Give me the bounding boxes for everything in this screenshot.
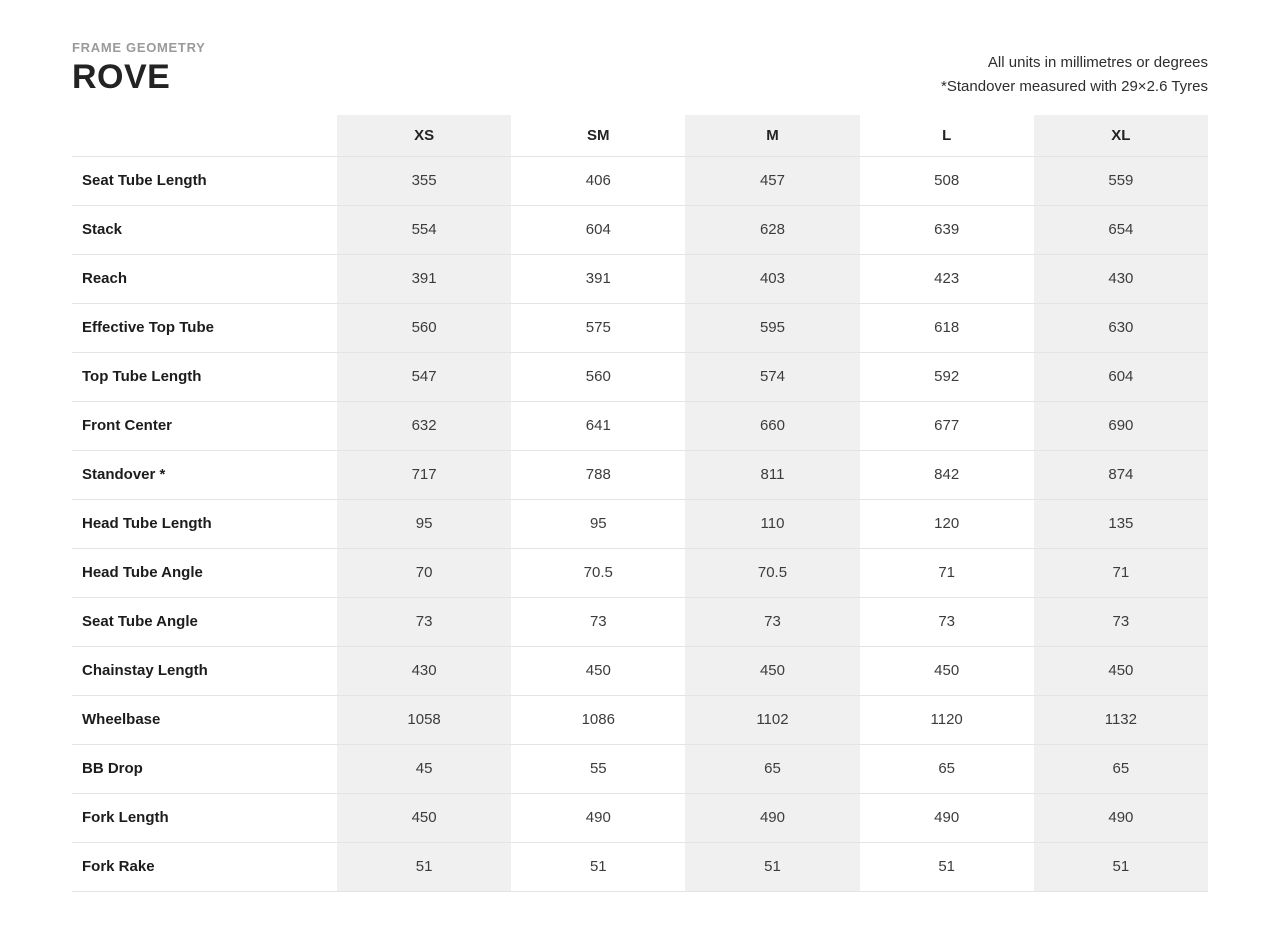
table-row <box>72 352 1208 401</box>
cell-value: 51 <box>511 842 685 891</box>
row-label: Seat Tube Angle <box>72 597 337 646</box>
cell-value: 559 <box>1034 156 1208 205</box>
cell-value: 71 <box>860 548 1034 597</box>
cell-value: 423 <box>860 254 1034 303</box>
cell-value: 575 <box>511 303 685 352</box>
table-row <box>72 646 1208 695</box>
cell-value: 95 <box>511 499 685 548</box>
cell-value: 677 <box>860 401 1034 450</box>
cell-value: 574 <box>685 352 859 401</box>
cell-value: 641 <box>511 401 685 450</box>
cell-value: 73 <box>860 597 1034 646</box>
cell-value: 1058 <box>337 695 511 744</box>
table-row <box>72 695 1208 744</box>
cell-value: 55 <box>511 744 685 793</box>
cell-value: 490 <box>860 793 1034 842</box>
cell-value: 65 <box>1034 744 1208 793</box>
row-label: Wheelbase <box>72 695 337 744</box>
cell-value: 391 <box>511 254 685 303</box>
row-label: Top Tube Length <box>72 352 337 401</box>
cell-value: 628 <box>685 205 859 254</box>
cell-value: 450 <box>860 646 1034 695</box>
cell-value: 630 <box>1034 303 1208 352</box>
cell-value: 595 <box>685 303 859 352</box>
table-row <box>72 156 1208 205</box>
cell-value: 355 <box>337 156 511 205</box>
cell-value: 71 <box>1034 548 1208 597</box>
table-row <box>72 450 1208 499</box>
table-row <box>72 842 1208 891</box>
row-label: Head Tube Length <box>72 499 337 548</box>
row-label: BB Drop <box>72 744 337 793</box>
cell-value: 95 <box>337 499 511 548</box>
cell-value: 65 <box>860 744 1034 793</box>
section-eyebrow: FRAME GEOMETRY <box>72 40 206 55</box>
cell-value: 430 <box>1034 254 1208 303</box>
table-row <box>72 597 1208 646</box>
header-row <box>72 115 1208 156</box>
row-label: Chainstay Length <box>72 646 337 695</box>
cell-value: 70 <box>337 548 511 597</box>
cell-value: 406 <box>511 156 685 205</box>
cell-value: 73 <box>511 597 685 646</box>
cell-value: 70.5 <box>685 548 859 597</box>
cell-value: 592 <box>860 352 1034 401</box>
cell-value: 45 <box>337 744 511 793</box>
cell-value: 632 <box>337 401 511 450</box>
row-label: Standover * <box>72 450 337 499</box>
geometry-table <box>72 115 1208 892</box>
cell-value: 811 <box>685 450 859 499</box>
cell-value: 1132 <box>1034 695 1208 744</box>
row-label: Fork Rake <box>72 842 337 891</box>
cell-value: 639 <box>860 205 1034 254</box>
cell-value: 51 <box>1034 842 1208 891</box>
cell-value: 51 <box>860 842 1034 891</box>
table-head <box>72 115 1208 156</box>
cell-value: 51 <box>685 842 859 891</box>
title-block <box>72 40 206 96</box>
cell-value: 490 <box>685 793 859 842</box>
column-header-m: M <box>685 115 859 156</box>
cell-value: 560 <box>337 303 511 352</box>
cell-value: 1120 <box>860 695 1034 744</box>
cell-value: 618 <box>860 303 1034 352</box>
page-header <box>72 40 1208 99</box>
cell-value: 874 <box>1034 450 1208 499</box>
page-title: ROVE <box>72 58 171 96</box>
cell-value: 547 <box>337 352 511 401</box>
column-header-xl: XL <box>1034 115 1208 156</box>
row-label: Stack <box>72 205 337 254</box>
cell-value: 457 <box>685 156 859 205</box>
table-row <box>72 744 1208 793</box>
cell-value: 110 <box>685 499 859 548</box>
cell-value: 51 <box>337 842 511 891</box>
row-label: Reach <box>72 254 337 303</box>
cell-value: 450 <box>511 646 685 695</box>
cell-value: 717 <box>337 450 511 499</box>
cell-value: 490 <box>511 793 685 842</box>
cell-value: 690 <box>1034 401 1208 450</box>
cell-value: 403 <box>685 254 859 303</box>
cell-value: 842 <box>860 450 1034 499</box>
column-header-sm: SM <box>511 115 685 156</box>
table-row <box>72 205 1208 254</box>
table-row <box>72 303 1208 352</box>
cell-value: 654 <box>1034 205 1208 254</box>
cell-value: 490 <box>1034 793 1208 842</box>
cell-value: 604 <box>1034 352 1208 401</box>
cell-value: 73 <box>685 597 859 646</box>
table-body <box>72 156 1208 891</box>
cell-value: 1086 <box>511 695 685 744</box>
cell-value: 560 <box>511 352 685 401</box>
table-row <box>72 548 1208 597</box>
row-label: Head Tube Angle <box>72 548 337 597</box>
table-row <box>72 254 1208 303</box>
cell-value: 450 <box>337 793 511 842</box>
units-notes <box>941 40 1208 99</box>
row-label: Fork Length <box>72 793 337 842</box>
cell-value: 120 <box>860 499 1034 548</box>
cell-value: 391 <box>337 254 511 303</box>
column-header-xs: XS <box>337 115 511 156</box>
table-row <box>72 499 1208 548</box>
cell-value: 788 <box>511 450 685 499</box>
cell-value: 660 <box>685 401 859 450</box>
row-label: Effective Top Tube <box>72 303 337 352</box>
units-note-line2: *Standover measured with 29×2.6 Tyres <box>941 78 1208 95</box>
cell-value: 450 <box>1034 646 1208 695</box>
cell-value: 73 <box>337 597 511 646</box>
cell-value: 508 <box>860 156 1034 205</box>
cell-value: 1102 <box>685 695 859 744</box>
cell-value: 430 <box>337 646 511 695</box>
column-header-l: L <box>860 115 1034 156</box>
cell-value: 73 <box>1034 597 1208 646</box>
cell-value: 135 <box>1034 499 1208 548</box>
table-row <box>72 401 1208 450</box>
units-note-line1: All units in millimetres or degrees <box>987 54 1208 71</box>
cell-value: 604 <box>511 205 685 254</box>
label-column-header <box>72 115 337 156</box>
cell-value: 65 <box>685 744 859 793</box>
table-row <box>72 793 1208 842</box>
cell-value: 554 <box>337 205 511 254</box>
row-label: Seat Tube Length <box>72 156 337 205</box>
cell-value: 70.5 <box>511 548 685 597</box>
cell-value: 450 <box>685 646 859 695</box>
row-label: Front Center <box>72 401 337 450</box>
